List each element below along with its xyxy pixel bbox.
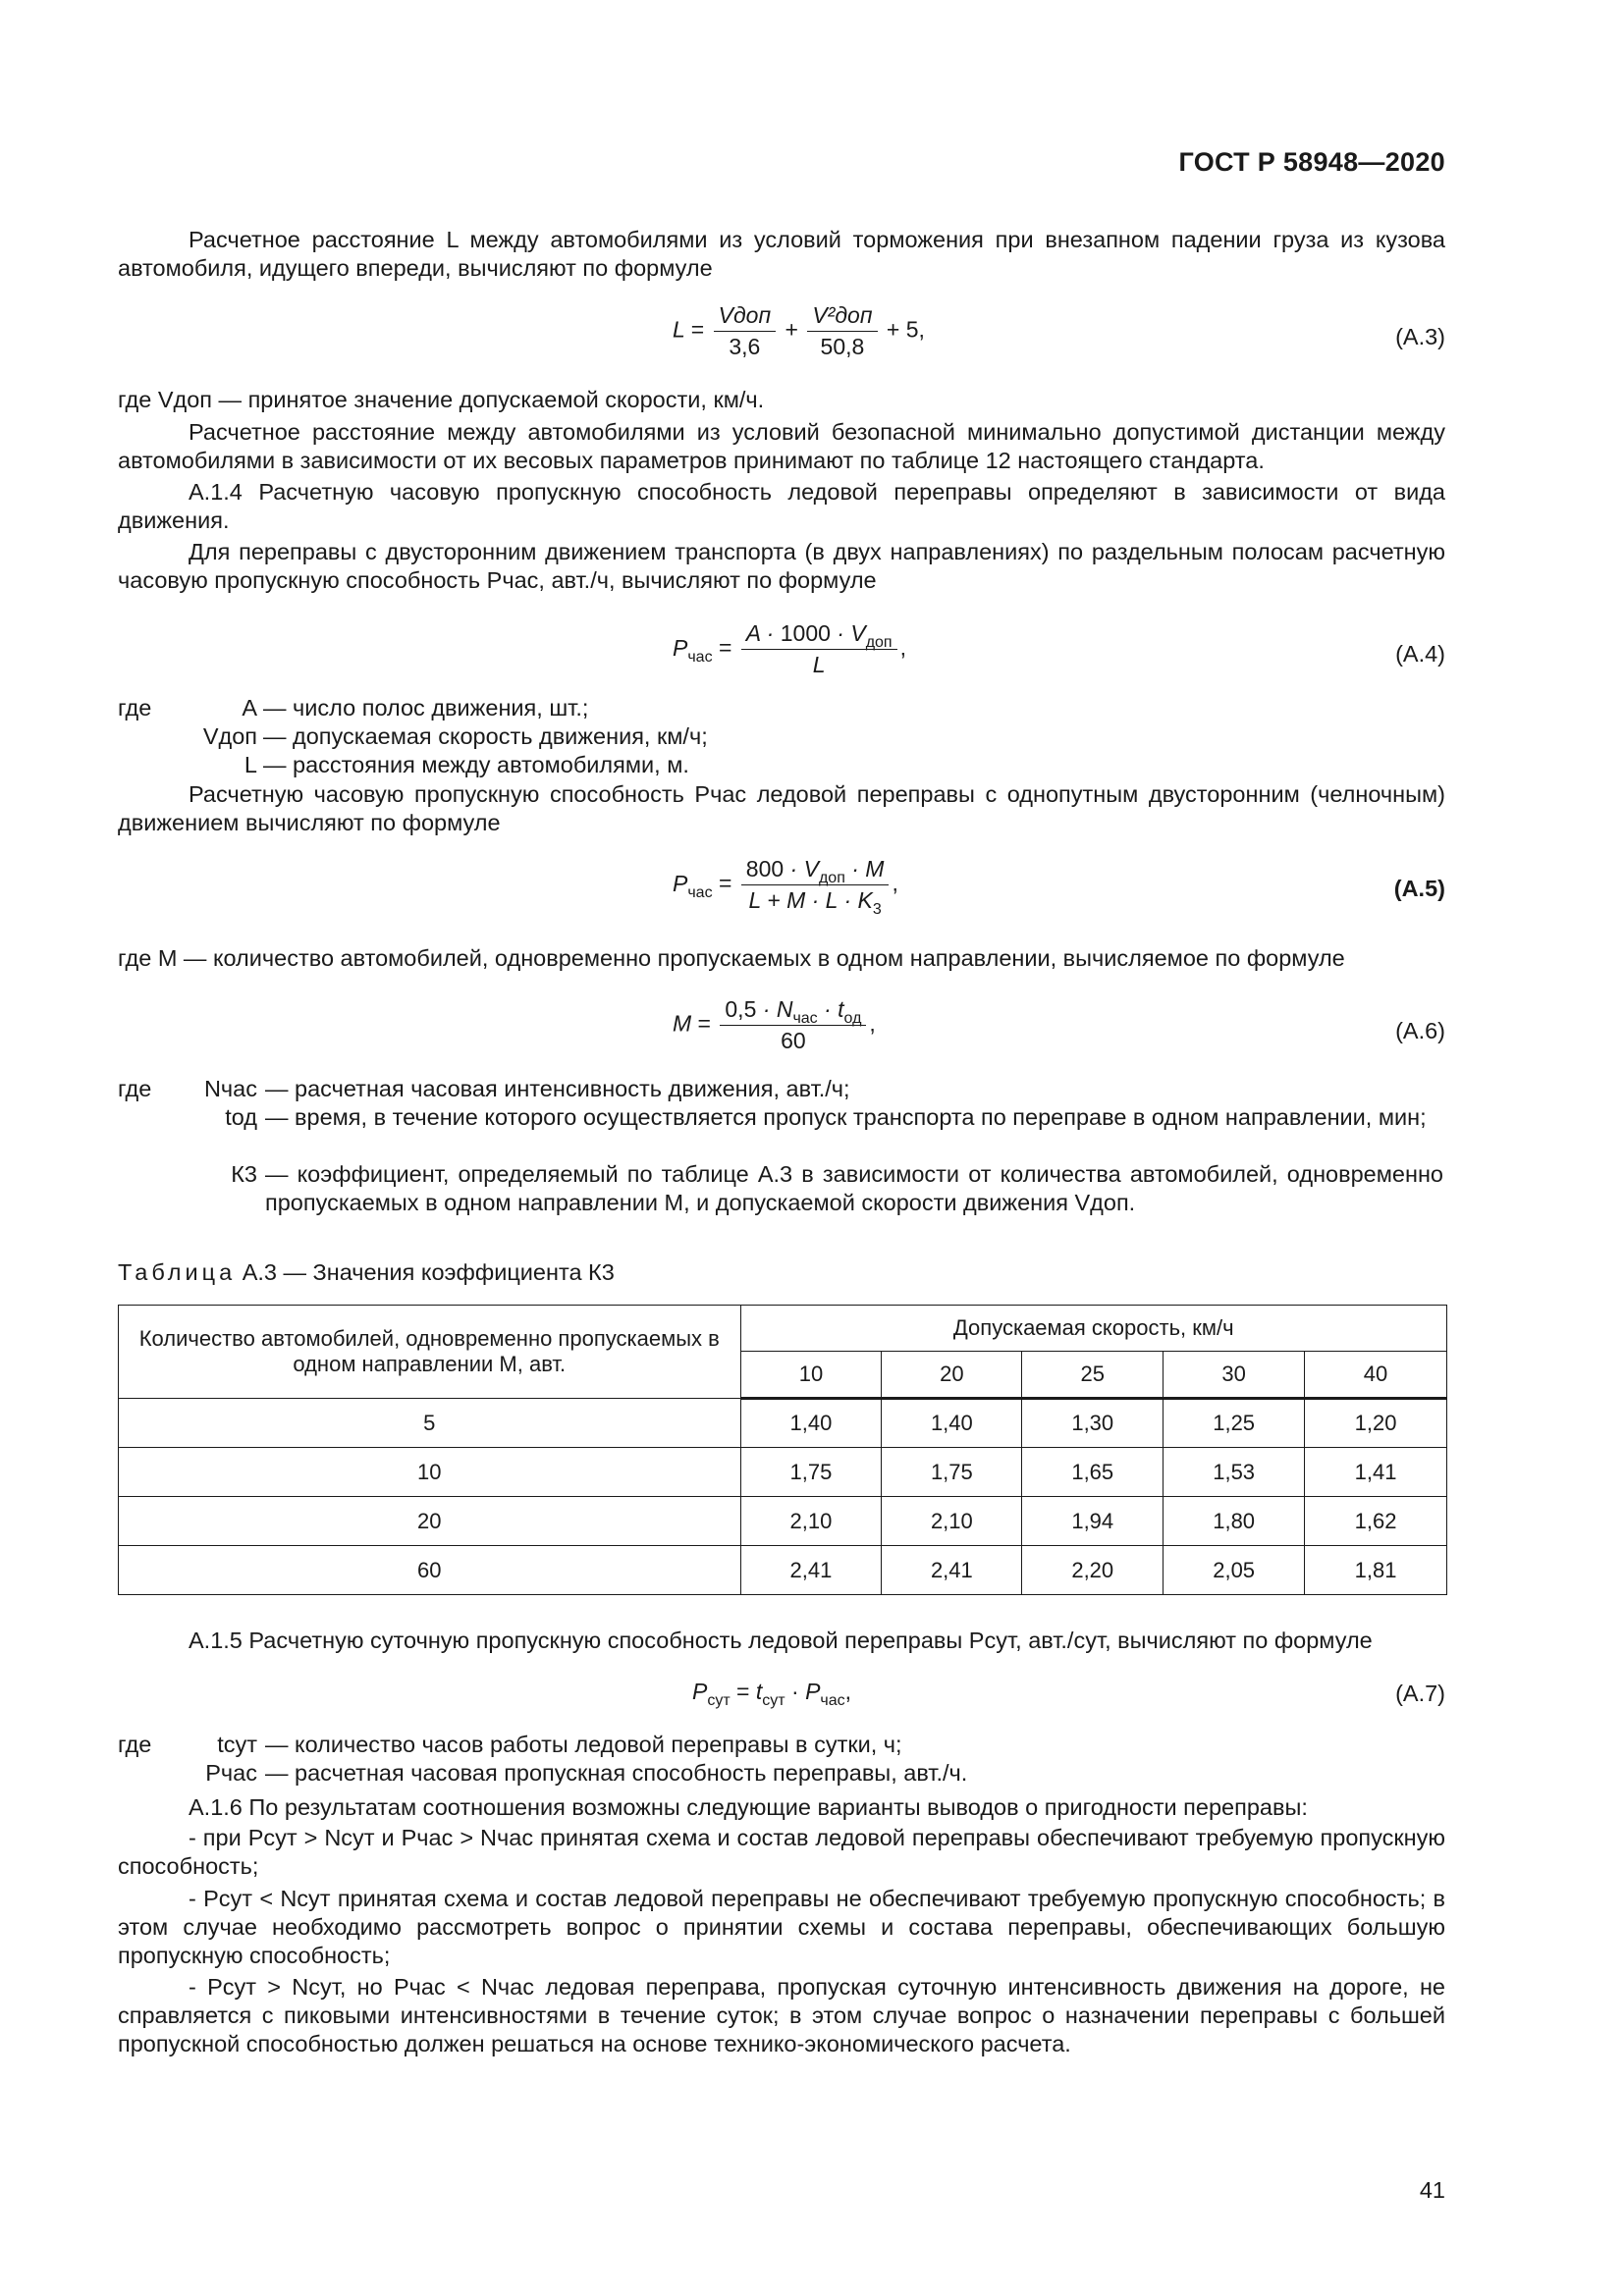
cell-value: 1,40 <box>882 1399 1022 1448</box>
table-caption-text: А.3 — Значения коэффициента К3 <box>242 1259 615 1285</box>
formula-a4: $P_{час}$ = $\frac{A \cdot 1000 \cdot V_{доп}}{L}$ , <box>673 620 906 677</box>
cell-value: 1,75 <box>882 1448 1022 1497</box>
cell-m: 5 <box>119 1399 741 1448</box>
page-number: 41 <box>1419 2177 1445 2203</box>
equation-number: (А.7) <box>1395 1681 1445 1706</box>
paragraph-a16: А.1.6 По результатам соотношения возможны следующие варианты выводов о пригодности переправы: <box>189 1794 1308 1820</box>
where-symbol: Vдоп <box>202 723 257 749</box>
cell-value: 1,20 <box>1305 1399 1447 1448</box>
cell-value: 2,41 <box>882 1546 1022 1595</box>
where-desc: — расстояния между автомобилями, м. <box>263 752 689 777</box>
cell-value: 1,80 <box>1164 1497 1305 1546</box>
speed-col: 10 <box>740 1352 882 1399</box>
cell-m: 20 <box>119 1497 741 1546</box>
where-desc: — количество часов работы ледовой переправы в сутки, ч; <box>265 1732 902 1757</box>
formula-a5: $P_{час}$ = $\frac{800 \cdot V_{доп} \cdot M}{L + M \cdot L \cdot K_3}$ , <box>673 856 898 918</box>
row-header: Количество автомобилей, одновременно пропускаемых в одном направлении М, авт. <box>119 1306 741 1399</box>
cell-m: 60 <box>119 1546 741 1595</box>
where-desc: — число полос движения, шт.; <box>263 695 589 721</box>
cell-value: 1,41 <box>1305 1448 1447 1497</box>
cell-value: 1,40 <box>740 1399 882 1448</box>
cell-value: 2,10 <box>740 1497 882 1546</box>
cell-value: 1,81 <box>1305 1546 1447 1595</box>
speed-header: Допускаемая скорость, км/ч <box>740 1306 1446 1352</box>
where-symbol: Рчас <box>205 1760 257 1786</box>
standard-header: ГОСТ Р 58948—2020 <box>1178 147 1445 177</box>
cell-value: 2,41 <box>740 1546 882 1595</box>
formula-a6: M = $\frac{0,5 \cdot N_{час} \cdot t_{од}}{60}$ , <box>673 996 876 1053</box>
where-desc: — расчетная часовая интенсивность движения, авт./ч; <box>265 1076 850 1101</box>
speed-col: 40 <box>1305 1352 1447 1399</box>
formula-lhs: L <box>673 316 685 343</box>
cell-value: 2,20 <box>1022 1546 1164 1595</box>
paragraph-a15: А.1.5 Расчетную суточную пропускную способность ледовой переправы Рсут, авт./сут, вычисляют по формуле <box>189 1628 1373 1653</box>
cell-value: 1,30 <box>1022 1399 1164 1448</box>
paragraph-a14: А.1.4 Расчетную часовую пропускную способность ледовой переправы определяют в зависимости от вида движения. <box>118 479 1445 533</box>
bullet-item: - Рсут < Nсут принятая схема и состав ледовой переправы не обеспечивают требуемую пропускную способность; в этом случае необходимо рассмотреть вопрос о принятии схемы и состава переправы, обеспечивающих большую пропускную способность; <box>118 1886 1445 1968</box>
cell-value: 1,65 <box>1022 1448 1164 1497</box>
cell-value: 1,62 <box>1305 1497 1447 1546</box>
table-caption <box>118 1258 615 1287</box>
paragraph-distance-intro <box>118 226 1445 283</box>
table-row <box>119 1497 1447 1546</box>
equation-number: (А.4) <box>1395 641 1445 667</box>
where-symbol: tсут <box>217 1732 257 1757</box>
where-symbol: tод <box>225 1104 257 1130</box>
where-desc: — расчетная часовая пропускная способность переправы, авт./ч. <box>265 1760 968 1786</box>
table-caption-label: Таблица <box>118 1259 237 1285</box>
cell-value: 2,05 <box>1164 1546 1305 1595</box>
cell-value: 2,10 <box>882 1497 1022 1546</box>
coefficient-table <box>118 1305 1447 1595</box>
where-clause: где М — количество автомобилей, одновременно пропускаемых в одном направлении, вычисляемое по формуле <box>118 945 1345 971</box>
cell-m: 10 <box>119 1448 741 1497</box>
formula-tail: + 5, <box>886 316 925 343</box>
formula-a7: $P_{сут} = t_{сут} \cdot P_{час}$, <box>692 1679 852 1709</box>
speed-col: 25 <box>1022 1352 1164 1399</box>
speed-col: 20 <box>882 1352 1022 1399</box>
where-symbol: К3 <box>231 1161 257 1187</box>
table-row <box>119 1546 1447 1595</box>
where-desc: — коэффициент, определяемый по таблице А.3 в зависимости от количества автомобилей, одновременно пропускаемых в одном направлении М, и допускаемой скорости движения Vдоп. <box>265 1161 1443 1215</box>
paragraph-text: Расчетное расстояние L между автомобилями из условий торможения при внезапном падении груза из кузова автомобиля, идущего впереди, вычисляют по формуле <box>118 227 1445 281</box>
cell-value: 1,53 <box>1164 1448 1305 1497</box>
table-row <box>119 1448 1447 1497</box>
fraction-denominator: 50,8 <box>820 334 865 359</box>
cell-value: 1,75 <box>740 1448 882 1497</box>
cell-value: 1,25 <box>1164 1399 1305 1448</box>
fraction-numerator: Vдоп <box>714 302 777 332</box>
bullet-item: - Рсут > Nсут, но Рчас < Nчас ледовая переправа, пропуская суточную интенсивность движения на дороге, не справляется с пиковыми интенсивностями в течение суток; в этом случае вопрос о назначении переправы с большей пропускной способностью должен решаться на основе технико-экономического расчета. <box>118 1974 1445 2056</box>
where-symbol: А <box>242 695 257 721</box>
paragraph-two-way: Для переправы с двусторонним движением транспорта (в двух направлениях) по раздельным полосам расчетную часовую пропускную способность Рчас, авт./ч, вычисляют по формуле <box>118 539 1445 593</box>
where-desc: — допускаемая скорость движения, км/ч; <box>263 723 708 749</box>
paragraph-safe-distance: Расчетное расстояние между автомобилями из условий безопасной минимально допустимой дистанции между автомобилями в зависимости от их весовых параметров принимают по таблице 12 настоящего стандарта. <box>118 419 1445 473</box>
equation-number: (А.3) <box>1395 324 1445 349</box>
where-symbol: L <box>244 752 257 777</box>
cell-value: 1,94 <box>1022 1497 1164 1546</box>
paragraph-shuttle: Расчетную часовую пропускную способность Рчас ледовой переправы с однопутным двусторонним (челночным) движением вычисляют по формуле <box>118 781 1445 835</box>
table-row <box>119 1399 1447 1448</box>
where-symbol: Nчас <box>203 1076 257 1101</box>
where-desc: — время, в течение которого осуществляется пропуск транспорта по переправе в одном направлении, мин; <box>265 1104 1427 1130</box>
equation-number: (А.5) <box>1393 876 1445 901</box>
bullet-item: - при Рсут > Nсут и Рчас > Nчас принятая схема и состав ледовой переправы обеспечивают требуемую пропускную способность; <box>118 1825 1445 1879</box>
formula-a3: L = $\frac{\text{Vдоп}}{3,6}$ + $\frac{\text{V²доп}}{50,8}$ + 5, <box>673 302 925 359</box>
where-list: где Nчас — расчетная часовая интенсивность движения, авт./ч; tод — время, в течение которого осуществляется пропуск транспорта по переправе в одном направлении, мин; К3 — коэффициент, определяемый по таблице А.3 в зависимости от количества автомобилей, одновременно пропускаемых в одном направлении М, и допускаемой скорости движения Vдоп. <box>118 1076 1443 1215</box>
equation-number: (А.6) <box>1395 1018 1445 1043</box>
fraction-numerator: V²доп <box>807 302 877 332</box>
where-clause: где Vдоп — принятое значение допускаемой скорости, км/ч. <box>118 387 765 412</box>
fraction-denominator: 3,6 <box>729 334 761 359</box>
speed-col: 30 <box>1164 1352 1305 1399</box>
